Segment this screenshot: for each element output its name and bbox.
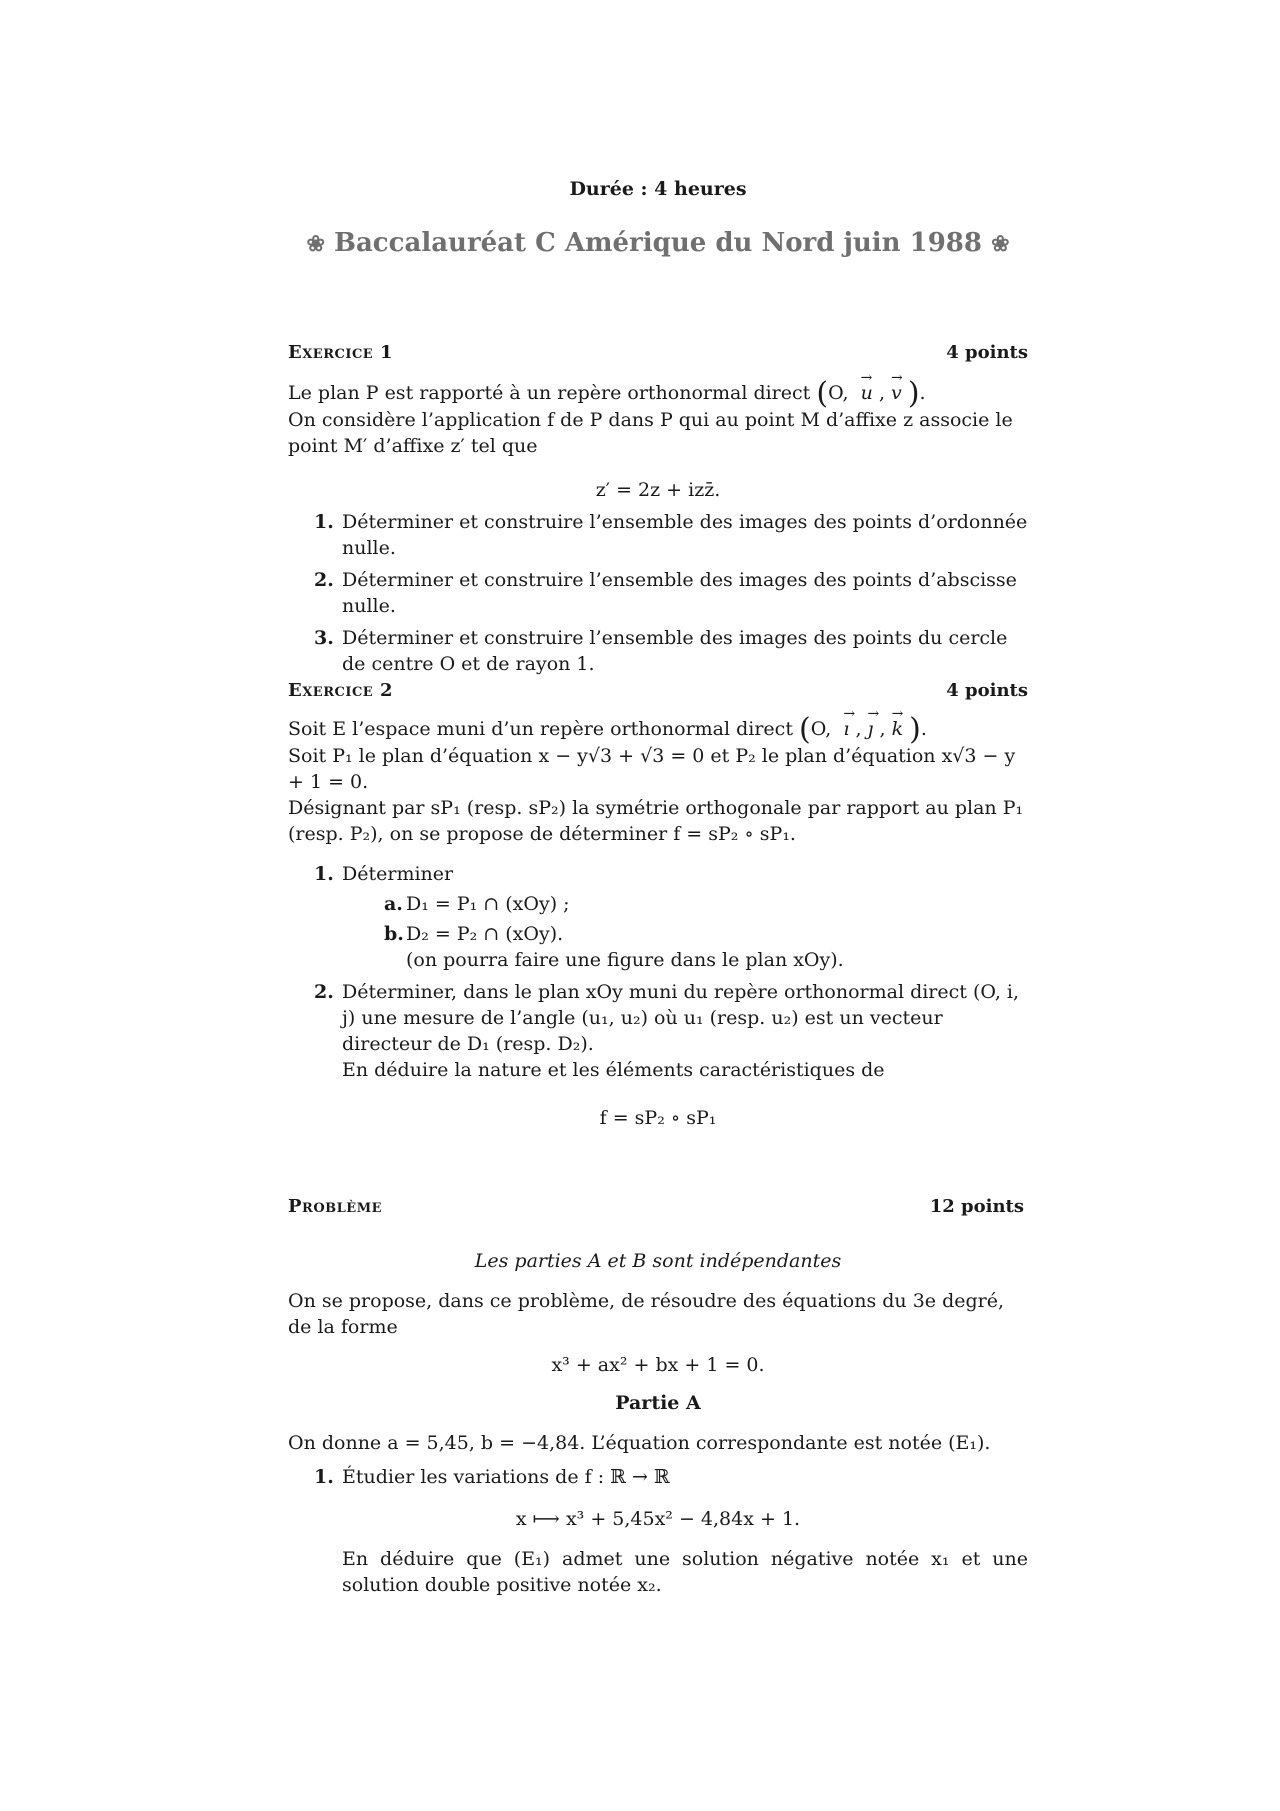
- exercise-1-intro-2: On considère l’application f de P dans P qui au point M d’affixe z associe le point M′ d’affixe z′ tel que: [288, 409, 1013, 457]
- ornament-right-icon: ❀: [991, 231, 1010, 257]
- exercise-1-label: Exercice 1: [288, 342, 393, 363]
- list-item: 2. Déterminer, dans le plan xOy muni du repère orthonormal direct (O, i, j) une mesure de l’angle (u₁, u₂) où u₁ (resp. u₂) est un vecteur directeur de D₁ (resp. D₂).: [314, 981, 1020, 1055]
- list-item: 1. Étudier les variations de f : ℝ → ℝ: [314, 1466, 670, 1488]
- exercise-2-symmetry: Désignant par sP₁ (resp. sP₂) la symétrie orthogonale par rapport au plan P₁ (resp. P₂), on se propose de déterminer f = sP₂ ∘ sP₁.: [288, 797, 1024, 845]
- exercise-1-body: [288, 376, 1028, 677]
- part-a-title: Partie A: [615, 1392, 701, 1414]
- list-item: 3. Déterminer et construire l’ensemble des images des points du cercle de centre O et de rayon 1.: [314, 627, 1008, 675]
- exercise-1-list: [288, 509, 1028, 677]
- sub-item-note: (on pourra faire une figure dans le plan xOy).: [406, 949, 844, 971]
- exercise-2-frame: (O, → ı , → ȷ , → k ).: [799, 718, 927, 740]
- exercise-2-body: [288, 712, 1028, 1131]
- exercise-1-header: [288, 342, 1028, 363]
- list-item: 1. Déterminer: [314, 863, 454, 885]
- exercise-2-points: 4 points: [946, 680, 1028, 701]
- ornament-left-icon: ❀: [306, 231, 325, 257]
- exam-title: [288, 228, 1028, 258]
- exercise-2-intro-line: [288, 712, 1028, 747]
- exercise-1-frame: (O, → u , → v ).: [816, 382, 925, 404]
- exercise-2-label: Exercice 2: [288, 680, 393, 701]
- problem-header: [288, 1196, 1028, 1217]
- exam-duration: Durée : 4 heures: [569, 178, 747, 200]
- exercise-2-header: [288, 680, 1028, 701]
- exercise-2-list: [288, 861, 1028, 1083]
- sub-item-a: a. D₁ = P₁ ∩ (xOy) ;: [384, 893, 570, 915]
- problem-subtitle: Les parties A et B sont indépendantes: [474, 1250, 842, 1272]
- problem-intro: On se propose, dans ce problème, de résoudre des équations du 3e degré, de la forme: [288, 1290, 1005, 1338]
- problem-equation: x³ + ax² + bx + 1 = 0.: [551, 1354, 765, 1376]
- exercise-2-planes: Soit P₁ le plan d’équation x − y√3 + √3 = 0 et P₂ le plan d’équation x√3 − y + 1 = 0.: [288, 745, 1016, 793]
- part-a-conclusion: En déduire que (E₁) admet une solution négative notée x₁ et une solution double positive notée x₂.: [342, 1548, 1028, 1596]
- part-a-mapping: x ⟼ x³ + 5,45x² − 4,84x + 1.: [515, 1508, 801, 1530]
- sub-item-b: b. D₂ = P₂ ∩ (xOy).: [384, 923, 564, 945]
- problem-body: [288, 1248, 1028, 1598]
- exercise-1-points: 4 points: [946, 342, 1028, 363]
- exercise-2-intro: Soit E l’espace muni d’un repère orthonormal direct: [288, 718, 793, 740]
- problem-points: 12 points: [929, 1196, 1024, 1217]
- exercise-1-intro: Le plan P est rapporté à un repère orthonormal direct: [288, 382, 811, 404]
- list-item: 2. Déterminer et construire l’ensemble des images des points d’abscisse nulle.: [314, 569, 1017, 617]
- list-item-continuation: En déduire la nature et les éléments caractéristiques de: [342, 1059, 885, 1081]
- exam-title-text: Baccalauréat C Amérique du Nord juin 1988: [333, 228, 982, 258]
- list-item: 1. Déterminer et construire l’ensemble des images des points d’ordonnée nulle.: [314, 511, 1028, 559]
- exercise-1-formula: z′ = 2z + izz̄.: [595, 479, 721, 501]
- problem-label: Problème: [288, 1196, 382, 1217]
- exercise-2-formula: f = sP₂ ∘ sP₁: [599, 1107, 717, 1129]
- part-a-given: On donne a = 5,45, b = −4,84. L’équation correspondante est notée (E₁).: [288, 1432, 991, 1454]
- exercise-1-intro-line: [288, 376, 1028, 411]
